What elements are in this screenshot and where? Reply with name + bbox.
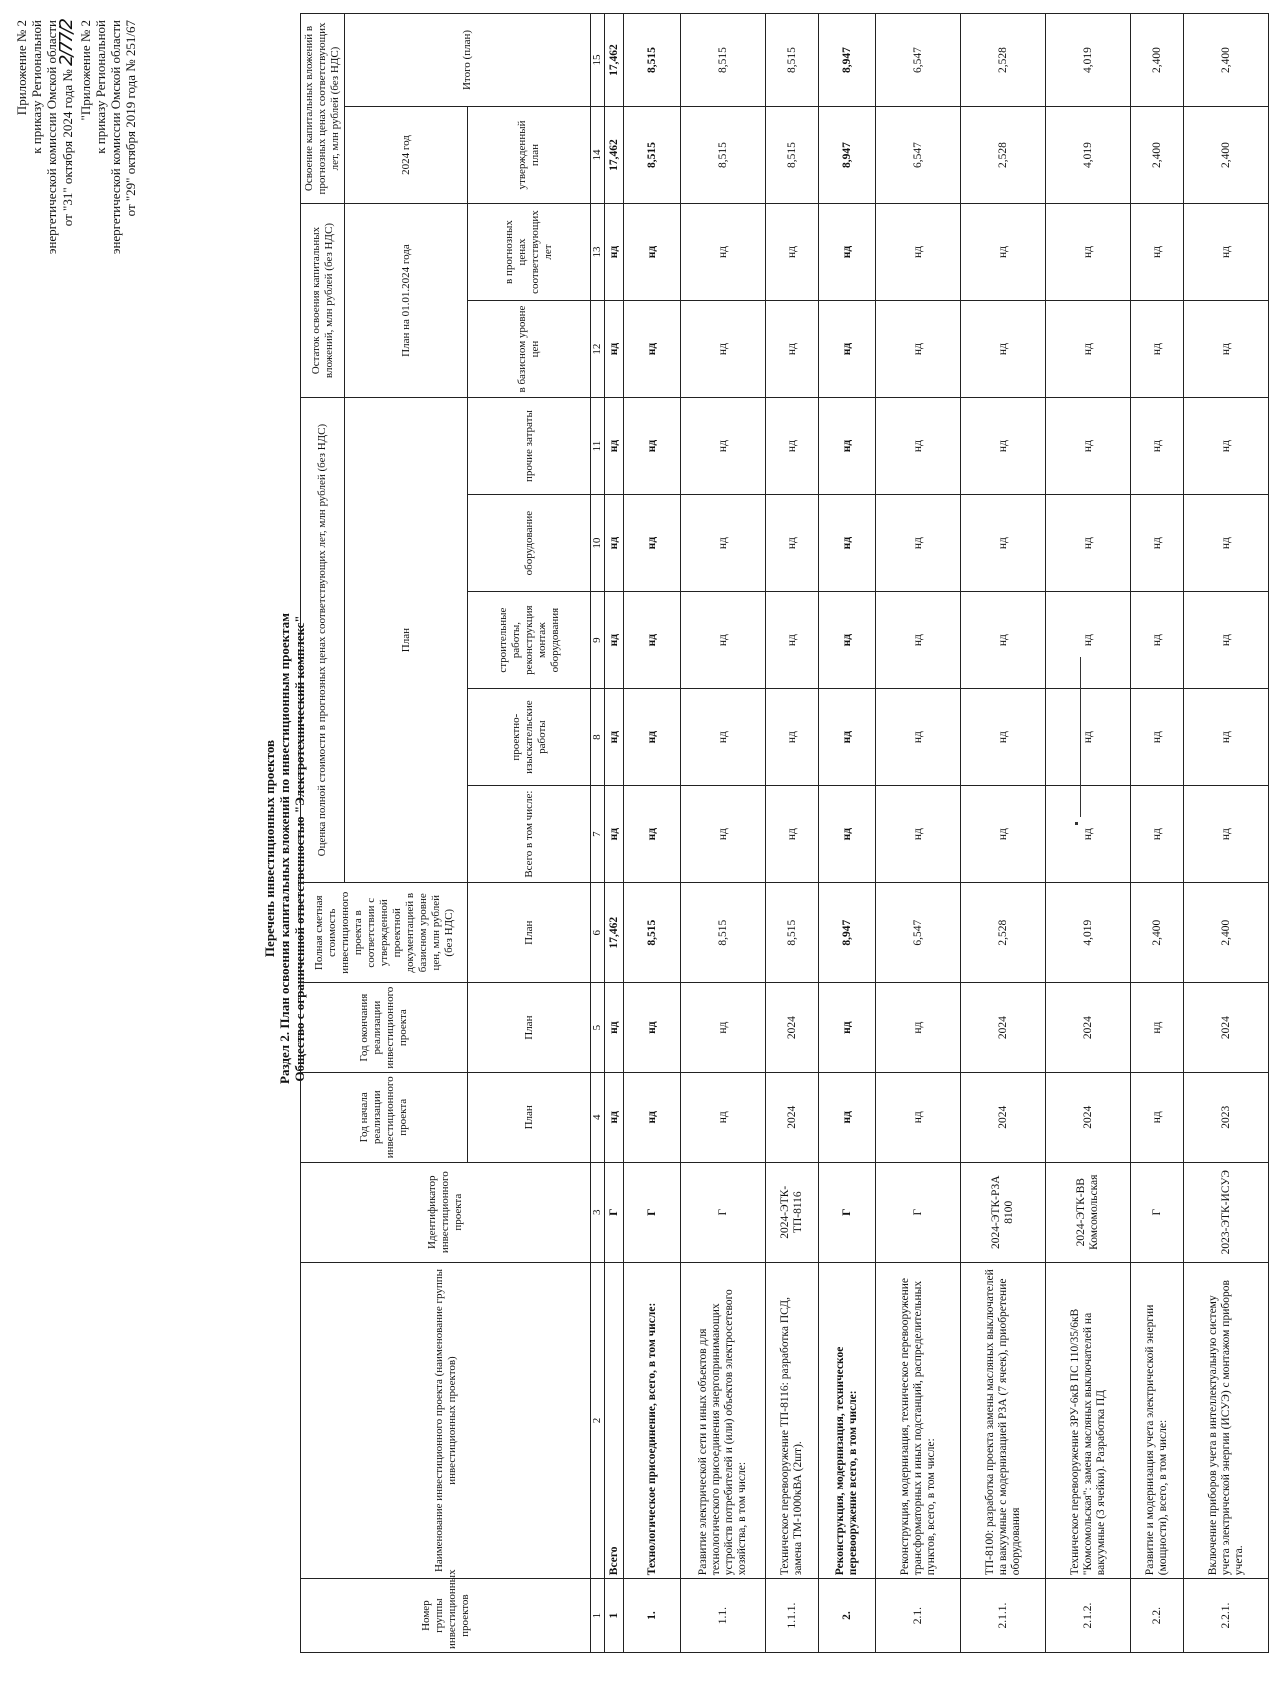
row-remaining-forecast: нд (1184, 204, 1269, 301)
row-forecast-total: нд (1184, 786, 1269, 883)
appendix-line: "Приложение № 2 (78, 20, 93, 121)
row-identifier: Г (624, 1162, 681, 1262)
row-design: нд (876, 689, 961, 786)
row-full-cost: 8,947 (819, 883, 876, 983)
row-construction: нд (876, 592, 961, 689)
row-equipment: нд (1184, 495, 1269, 592)
appendix-current-block (14, 20, 75, 440)
header-plan: План (468, 983, 591, 1073)
row-remaining-base: нд (605, 301, 624, 398)
row-number: 2.1. (876, 1579, 961, 1653)
row-other: нд (681, 398, 766, 495)
row-other: нд (624, 398, 681, 495)
row-design: нд (1184, 689, 1269, 786)
row-number: 2.2.1. (1184, 1579, 1269, 1653)
col-number: 3 (591, 1162, 605, 1262)
col-number: 2 (591, 1262, 605, 1578)
appendix-line: к приказу Региональной (29, 20, 44, 154)
row-start-year: нд (1131, 1072, 1184, 1162)
col-number: 12 (591, 301, 605, 398)
row-number: 1. (624, 1579, 681, 1653)
row-project-name: Реконструкция, модернизация, техническое перевооружение всего, в том числе: (819, 1262, 876, 1578)
row-approved-plan: 8,515 (624, 106, 681, 203)
row-full-cost: 2,528 (961, 883, 1046, 983)
table-row (1131, 14, 1184, 1653)
row-remaining-base: нд (681, 301, 766, 398)
handwritten-order-number: 2/77/2 (56, 20, 77, 66)
row-project-name: Всего (605, 1262, 624, 1578)
header-approved-plan: утвержденный план (468, 106, 591, 203)
row-forecast-total: нд (605, 786, 624, 883)
row-number: 1.1.1. (766, 1579, 819, 1653)
row-remaining-forecast: нд (1046, 204, 1131, 301)
header-group-number: Номер группы инвестиционных проектов (301, 1579, 591, 1653)
appendix-original-block (78, 20, 138, 440)
row-other: нд (876, 398, 961, 495)
appendix-line (56, 20, 77, 440)
page-mark (1075, 822, 1078, 825)
row-end-year: 2024 (1046, 983, 1131, 1073)
col-number: 13 (591, 204, 605, 301)
row-other: нд (605, 398, 624, 495)
row-start-year: 2024 (1046, 1072, 1131, 1162)
row-project-name: Техническое перевооружение ТП-8116: разработка ПСД, замена ТМ-1000кВА (2шт). (766, 1262, 819, 1578)
header-row (301, 14, 345, 1653)
appendix-line: Приложение № 2 (14, 20, 29, 116)
row-approved-plan: 17,462 (605, 106, 624, 203)
row-equipment: нд (819, 495, 876, 592)
row-identifier: 2024-ЭТК-РЗА 8100 (961, 1162, 1046, 1262)
row-equipment: нд (1131, 495, 1184, 592)
col-number: 7 (591, 786, 605, 883)
row-equipment: нд (605, 495, 624, 592)
row-identifier: 2024-ЭТК-ТП-8116 (766, 1162, 819, 1262)
header-other: прочие затраты (468, 398, 591, 495)
row-construction: нд (1184, 592, 1269, 689)
row-forecast-total: нд (681, 786, 766, 883)
header-total-plan: Итого (план) (345, 14, 591, 107)
table-row (681, 14, 766, 1653)
row-number: 1.1. (681, 1579, 766, 1653)
column-number-row (591, 14, 605, 1653)
row-remaining-base: нд (961, 301, 1046, 398)
row-total-plan: 17,462 (605, 14, 624, 107)
row-total-plan: 2,400 (1184, 14, 1269, 107)
row-project-name: Развитие электрической сети и иных объектов для технологического присоединения энергопринимающих устройств потребителей и (или) объектов электросетевого хозяйства, в том числе: (681, 1262, 766, 1578)
row-total-plan: 4,019 (1046, 14, 1131, 107)
row-design: нд (624, 689, 681, 786)
row-full-cost: 2,400 (1131, 883, 1184, 983)
row-identifier: 2023-ЭТК-ИСУЭ (1184, 1162, 1269, 1262)
row-full-cost: 8,515 (681, 883, 766, 983)
row-forecast-total: нд (624, 786, 681, 883)
col-number: 11 (591, 398, 605, 495)
row-construction: нд (605, 592, 624, 689)
row-project-name: ТП-8100: разработка проекта замены масляных выключателей на вакуумные с модернизацией РЗА (7 ячеек), приобретение оборудования (961, 1262, 1046, 1578)
row-remaining-forecast: нд (605, 204, 624, 301)
row-forecast-total: нд (819, 786, 876, 883)
row-construction: нд (681, 592, 766, 689)
col-number: 4 (591, 1072, 605, 1162)
header-plan: План (345, 398, 468, 883)
row-design: нд (1131, 689, 1184, 786)
row-approved-plan: 2,400 (1184, 106, 1269, 203)
row-full-cost: 2,400 (1184, 883, 1269, 983)
col-number: 14 (591, 106, 605, 203)
row-end-year: 2024 (961, 983, 1046, 1073)
table-row (624, 14, 681, 1653)
row-other: нд (1131, 398, 1184, 495)
row-equipment: нд (766, 495, 819, 592)
row-remaining-forecast: нд (766, 204, 819, 301)
row-remaining-forecast: нд (1131, 204, 1184, 301)
header-equipment: оборудование (468, 495, 591, 592)
row-end-year: нд (876, 983, 961, 1073)
row-start-year: 2023 (1184, 1072, 1269, 1162)
row-project-name: Реконструкция, модернизация, техническое перевооружение трансформаторных и иных подстанций, распределительных пунктов, всего, в том числе: (876, 1262, 961, 1578)
row-full-cost: 6,547 (876, 883, 961, 983)
table-row (766, 14, 819, 1653)
row-equipment: нд (681, 495, 766, 592)
row-remaining-forecast: нд (961, 204, 1046, 301)
col-number: 6 (591, 883, 605, 983)
appendix-line: энергетической комиссии Омской области (108, 20, 123, 255)
row-start-year: 2024 (766, 1072, 819, 1162)
header-full-cost: Полная сметная стоимость инвестиционного проекта в соответствии с утвержденной проектной документацией в базисном уровне цен, млн рублей (без НДС) (301, 883, 468, 983)
row-approved-plan: 8,515 (766, 106, 819, 203)
row-remaining-base: нд (1184, 301, 1269, 398)
row-remaining-base: нд (1046, 301, 1131, 398)
row-full-cost: 8,515 (766, 883, 819, 983)
row-construction: нд (1131, 592, 1184, 689)
row-approved-plan: 6,547 (876, 106, 961, 203)
row-approved-plan: 8,947 (819, 106, 876, 203)
header-mastering: Освоение капитальных вложений в прогнозных ценах соответствующих лет, млн рублей (без НДС) (301, 14, 345, 204)
row-end-year: 2024 (1184, 983, 1269, 1073)
row-project-name: Техническое перевооружение ЗРУ-6кВ ПС 110/35/6кВ "Комсомольская": замена масляных выключателей на вакуумные (3 ячейки). Разработка ПД (1046, 1262, 1131, 1578)
row-end-year: нд (819, 983, 876, 1073)
row-forecast-total: нд (766, 786, 819, 883)
row-total-plan: 6,547 (876, 14, 961, 107)
row-full-cost: 17,462 (605, 883, 624, 983)
row-forecast-total: нд (1131, 786, 1184, 883)
row-construction: нд (819, 592, 876, 689)
header-start-year: Год начала реализации инвестиционного проекта (301, 1072, 468, 1162)
row-number: 2.2. (1131, 1579, 1184, 1653)
row-remaining-base: нд (876, 301, 961, 398)
header-project-name: Наименование инвестиционного проекта (наименование группы инвестиционных проектов) (301, 1262, 591, 1578)
row-identifier: Г (876, 1162, 961, 1262)
row-identifier: Г (819, 1162, 876, 1262)
header-forecast-cost: Оценка полной стоимости в прогнозных ценах соответствующих лет, млн рублей (без НДС) (301, 398, 345, 883)
row-identifier: 2024-ЭТК-ВВ Комсомольская (1046, 1162, 1131, 1262)
row-start-year: нд (681, 1072, 766, 1162)
row-start-year: нд (624, 1072, 681, 1162)
appendix-line: энергетической комиссии Омской области (44, 20, 59, 255)
row-equipment: нд (1046, 495, 1131, 592)
appendix-line: к приказу Региональной (93, 20, 108, 154)
table-row (1184, 14, 1269, 1653)
row-start-year: нд (819, 1072, 876, 1162)
row-start-year: 2024 (961, 1072, 1046, 1162)
header-plan: План (468, 883, 591, 983)
row-end-year: нд (624, 983, 681, 1073)
row-design: нд (1046, 689, 1131, 786)
appendix-date: от "31" октября 2024 года № (60, 69, 75, 227)
row-design: нд (766, 689, 819, 786)
table-row (1046, 14, 1131, 1653)
row-other: нд (766, 398, 819, 495)
row-approved-plan: 8,515 (681, 106, 766, 203)
table-row (876, 14, 961, 1653)
row-design: нд (961, 689, 1046, 786)
row-end-year: нд (605, 983, 624, 1073)
row-construction: нд (624, 592, 681, 689)
row-end-year: нд (681, 983, 766, 1073)
row-total-plan: 2,400 (1131, 14, 1184, 107)
appendix-line: от "29" октября 2019 года № 251/67 (123, 20, 138, 217)
header-remaining: Остаток освоения капитальных вложений, млн рублей (без НДС) (301, 204, 345, 398)
row-approved-plan: 4,019 (1046, 106, 1131, 203)
row-forecast-total: нд (876, 786, 961, 883)
col-number: 15 (591, 14, 605, 107)
row-other: нд (1046, 398, 1131, 495)
row-identifier: Г (605, 1162, 624, 1262)
row-construction: нд (961, 592, 1046, 689)
row-remaining-forecast: нд (876, 204, 961, 301)
row-total-plan: 8,947 (819, 14, 876, 107)
row-project-name: Включение приборов учета в интеллектуальную систему учета электрической энергии (ИСУЭ) с монтажом приборов учета. (1184, 1262, 1269, 1578)
row-identifier: Г (681, 1162, 766, 1262)
row-remaining-base: нд (766, 301, 819, 398)
row-forecast-total: нд (961, 786, 1046, 883)
row-other: нд (819, 398, 876, 495)
col-number: 10 (591, 495, 605, 592)
row-design: нд (605, 689, 624, 786)
header-end-year: Год окончания реализации инвестиционного проекта (301, 983, 468, 1073)
row-end-year: 2024 (766, 983, 819, 1073)
row-total-plan: 8,515 (681, 14, 766, 107)
row-remaining-forecast: нд (624, 204, 681, 301)
row-other: нд (1184, 398, 1269, 495)
row-remaining-forecast: нд (681, 204, 766, 301)
header-year-2024: 2024 год (345, 106, 468, 203)
row-design: нд (819, 689, 876, 786)
row-number: 1 (605, 1579, 624, 1653)
header-all-incl: Всего в том числе: (468, 786, 591, 883)
row-approved-plan: 2,528 (961, 106, 1046, 203)
footer-line (1080, 657, 1081, 817)
header-plan-on-date: План на 01.01.2024 года (345, 204, 468, 398)
header-forecast: в прогнозных ценах соответствующих лет (468, 204, 591, 301)
row-construction: нд (1046, 592, 1131, 689)
row-identifier: Г (1131, 1162, 1184, 1262)
row-equipment: нд (961, 495, 1046, 592)
row-number: 2.1.2. (1046, 1579, 1131, 1653)
row-design: нд (681, 689, 766, 786)
row-number: 2. (819, 1579, 876, 1653)
table-row (819, 14, 876, 1653)
col-number: 1 (591, 1579, 605, 1653)
title-line: Перечень инвестиционных проектов (262, 739, 277, 958)
row-forecast-total: нд (1046, 786, 1131, 883)
table-row (605, 14, 624, 1653)
row-number: 2.1.1. (961, 1579, 1046, 1653)
row-remaining-base: нд (819, 301, 876, 398)
row-equipment: нд (876, 495, 961, 592)
row-project-name: Технологическое присоединение, всего, в том числе: (624, 1262, 681, 1578)
row-full-cost: 4,019 (1046, 883, 1131, 983)
row-equipment: нд (624, 495, 681, 592)
col-number: 5 (591, 983, 605, 1073)
table-body (605, 14, 1269, 1653)
row-start-year: нд (876, 1072, 961, 1162)
row-start-year: нд (605, 1072, 624, 1162)
row-remaining-base: нд (624, 301, 681, 398)
row-construction: нд (766, 592, 819, 689)
row-total-plan: 2,528 (961, 14, 1046, 107)
row-total-plan: 8,515 (766, 14, 819, 107)
header-identifier: Идентификатор инвестиционного проекта (301, 1162, 591, 1262)
header-construction: строительные работы, реконструкция монтаж оборудования (468, 592, 591, 689)
col-number: 9 (591, 592, 605, 689)
row-remaining-base: нд (1131, 301, 1184, 398)
header-base-level: в базисном уровне цен (468, 301, 591, 398)
table-row (961, 14, 1046, 1653)
row-remaining-forecast: нд (819, 204, 876, 301)
col-number: 8 (591, 689, 605, 786)
row-full-cost: 8,515 (624, 883, 681, 983)
header-design: проектно-изыскательские работы (468, 689, 591, 786)
row-end-year: нд (1131, 983, 1184, 1073)
investment-plan-table (300, 13, 1269, 1653)
title-line: Раздел 2. План освоения капитальных вложений по инвестиционным проектам (277, 613, 292, 1084)
row-approved-plan: 2,400 (1131, 106, 1184, 203)
row-other: нд (961, 398, 1046, 495)
row-project-name: Развитие и модернизация учета электрической энергии (мощности), всего, в том числе: (1131, 1262, 1184, 1578)
header-plan: План (468, 1072, 591, 1162)
title-line: Общество с ограниченной ответственностью "Электротехнический комплекс" (292, 615, 307, 1082)
row-total-plan: 8,515 (624, 14, 681, 107)
